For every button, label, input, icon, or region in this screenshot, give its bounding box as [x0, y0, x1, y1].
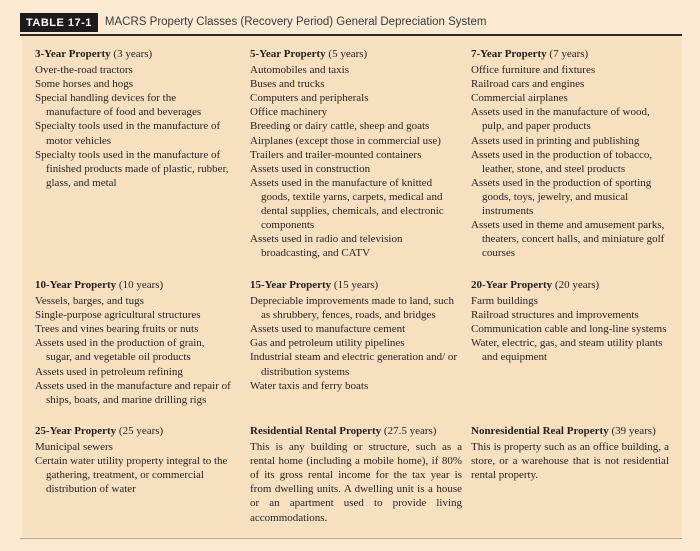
- list-item: Specialty tools used in the manufacture of motor vehicles: [35, 120, 221, 147]
- list-item: Water taxis and ferry boats: [250, 379, 369, 392]
- cell-years: (5 years): [328, 48, 368, 60]
- list-item: Gas and petroleum utility pipelines: [250, 337, 405, 350]
- item-list: [250, 294, 462, 393]
- list-item: Assets used in printing and publishing: [471, 134, 640, 147]
- cell-10-year-property: [35, 278, 232, 407]
- list-item: Specialty tools used in the manufacture of finished products made of plastic, rubber, glass, and metal: [35, 148, 229, 189]
- list-item: Over-the-road tractors: [35, 64, 133, 77]
- list-item: Assets used in theme and amusement parks, theaters, concert halls, and miniature golf courses: [471, 219, 665, 260]
- list-item: Assets used in construction: [250, 162, 371, 175]
- list-item: Municipal sewers: [35, 441, 113, 454]
- cell-title: Residential Rental Property: [250, 425, 382, 437]
- list-item: Railroad structures and improvements: [471, 309, 639, 322]
- cell-years: (27.5 years): [383, 425, 437, 437]
- cell-title: Nonresidential Real Property: [471, 425, 609, 437]
- cell-years: (39 years): [611, 425, 656, 437]
- list-item: Assets used in the manufacture and repair of ships, boats, and marine drilling rigs: [35, 379, 231, 406]
- cell-title: 15-Year Property: [250, 279, 332, 291]
- cell-years: (25 years): [118, 425, 164, 437]
- table-header: [20, 12, 680, 32]
- list-item: Assets used in radio and television broadcasting, and CATV: [250, 233, 403, 260]
- cell-nonresidential-real-property: [471, 424, 669, 482]
- cell-title: 5-Year Property: [250, 48, 326, 60]
- item-list: [35, 294, 232, 407]
- list-item: Farm buildings: [471, 295, 538, 308]
- cell-5-year-property: [250, 47, 462, 260]
- item-list: [35, 63, 232, 190]
- cell-years: (10 years): [118, 279, 164, 291]
- list-item: Assets used in petroleum refining: [35, 365, 183, 378]
- cell-25-year-property: [35, 424, 232, 496]
- list-item: Special handling devices for the manufacture of food and beverages: [35, 92, 202, 119]
- cell-years: (3 years): [113, 48, 153, 60]
- cell-years: (15 years): [333, 279, 379, 291]
- cell-description: This is property such as an office building, a store, or a warehouse that is not residential rental property.: [471, 441, 669, 482]
- list-item: Computers and peripherals: [250, 92, 369, 105]
- item-list: [471, 63, 669, 260]
- list-item: Depreciable improvements made to land, such as shrubbery, fences, roads, and bridges: [250, 295, 455, 322]
- table-caption: MACRS Property Classes (Recovery Period) General Depreciation System: [104, 16, 487, 28]
- list-item: Office machinery: [250, 106, 328, 119]
- list-item: Some horses and hogs: [35, 78, 134, 91]
- list-item: Assets used in the production of sporting goods, toys, jewelry, and musical instruments: [471, 176, 652, 218]
- cell-title: 25-Year Property: [35, 425, 117, 437]
- cell-title: 20-Year Property: [471, 279, 553, 291]
- cell-description: This is any building or structure, such as a rental home (including a mobile home), if 80% of its gross rental income for the tax year is from dwelling units. A dwelling unit is a house or an apartment used to provide living accommodations.: [250, 441, 462, 524]
- cell-years: (7 years): [549, 48, 589, 60]
- cell-title: 7-Year Property: [471, 48, 547, 60]
- list-item: Vessels, barges, and tugs: [35, 295, 144, 308]
- list-item: Assets used in the production of grain, sugar, and vegetable oil products: [35, 337, 205, 364]
- item-list: [35, 440, 232, 496]
- list-item: Commercial airplanes: [471, 92, 568, 105]
- list-item: Assets used in the manufacture of wood, pulp, and paper products: [471, 106, 650, 133]
- list-item: Assets used in the manufacture of knitted goods, textile yarns, carpets, medical and dental supplies, chemicals, and electronic components: [250, 176, 444, 232]
- list-item: Communication cable and long-line systems: [471, 323, 667, 336]
- list-item: Buses and trucks: [250, 78, 325, 91]
- list-item: Certain water utility property integral to the gathering, treatment, or commercial distribution of water: [35, 455, 228, 496]
- cell-15-year-property: [250, 278, 462, 393]
- list-item: Trailers and trailer-mounted containers: [250, 148, 422, 161]
- item-list: [250, 63, 462, 260]
- list-item: Breeding or dairy cattle, sheep and goats: [250, 120, 430, 133]
- cell-years: (20 years): [554, 279, 600, 291]
- cell-residential-rental-property: [250, 424, 462, 525]
- list-item: Industrial steam and electric generation and/ or distribution systems: [250, 351, 458, 378]
- bottom-rule: [20, 538, 682, 539]
- cell-3-year-property: [35, 47, 232, 190]
- list-item: Airplanes (except those in commercial use): [250, 134, 441, 147]
- table-number: TABLE 17-1: [20, 13, 98, 32]
- cell-title: 3-Year Property: [35, 48, 111, 60]
- list-item: Office furniture and fixtures: [471, 64, 596, 77]
- list-item: Automobiles and taxis: [250, 64, 349, 77]
- list-item: Railroad cars and engines: [471, 78, 585, 91]
- list-item: Assets used in the production of tobacco, leather, stone, and steel products: [471, 148, 653, 175]
- list-item: Trees and vines bearing fruits or nuts: [35, 323, 199, 336]
- cell-20-year-property: [471, 278, 669, 365]
- item-list: [471, 294, 669, 364]
- list-item: Assets used to manufacture cement: [250, 323, 406, 336]
- cell-title: 10-Year Property: [35, 279, 117, 291]
- list-item: Water, electric, gas, and steam utility plants and equipment: [471, 337, 663, 364]
- list-item: Single-purpose agricultural structures: [35, 309, 201, 322]
- cell-7-year-property: [471, 47, 669, 260]
